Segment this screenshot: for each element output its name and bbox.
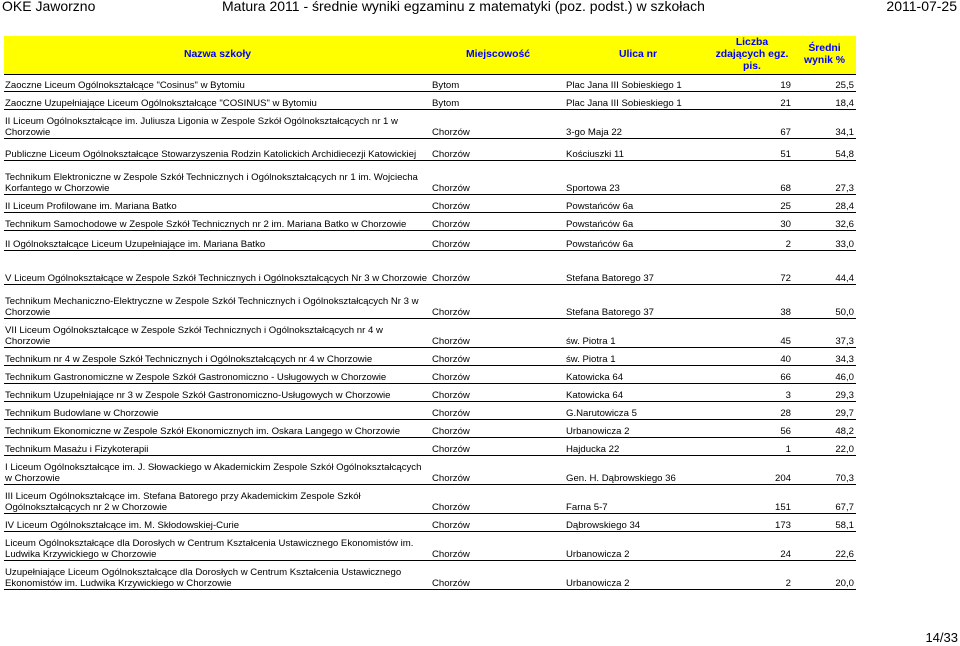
exam-count-cell: 67 <box>711 110 793 139</box>
city-cell: Chorzów <box>431 402 565 420</box>
exam-count-cell: 40 <box>711 348 793 366</box>
table-row <box>4 161 856 195</box>
col-header-school-name: Nazwa szkoły <box>4 36 431 75</box>
average-score-cell: 20,0 <box>793 561 856 590</box>
street-cell: G.Narutowicza 5 <box>565 402 711 420</box>
header-title: Matura 2011 - średnie wyniki egzaminu z matematyki (poz. podst.) w szkołach <box>222 0 705 14</box>
school-name-cell: II Liceum Ogólnokształcące im. Juliusza Ligonia w Zespole Szkół Ogólnokształcących nr 1 w Chorzowie <box>4 110 431 139</box>
exam-count-cell: 21 <box>711 92 793 110</box>
city-cell: Chorzów <box>431 319 565 348</box>
average-score-cell: 29,3 <box>793 384 856 402</box>
school-name-cell: Technikum Masażu i Fizykoterapii <box>4 438 431 456</box>
table-row <box>4 456 856 485</box>
average-score-cell: 29,7 <box>793 402 856 420</box>
col-header-exam-count: Liczba zdających egz. pis. <box>711 36 793 75</box>
table-row <box>4 366 856 384</box>
page-number: 14/33 <box>925 630 958 645</box>
exam-count-cell: 204 <box>711 456 793 485</box>
school-name-cell: II Ogólnokształcące Liceum Uzupełniające im. Mariana Batko <box>4 231 431 251</box>
city-cell: Chorzów <box>431 213 565 231</box>
exam-count-cell: 2 <box>711 231 793 251</box>
street-cell: Plac Jana III Sobieskiego 1 <box>565 92 711 110</box>
street-cell: Gen. H. Dąbrowskiego 36 <box>565 456 711 485</box>
col-header-average-score: Średni wynik % <box>793 36 856 75</box>
street-cell: 3-go Maja 22 <box>565 110 711 139</box>
city-cell: Chorzów <box>431 285 565 319</box>
exam-count-cell: 45 <box>711 319 793 348</box>
table-row <box>4 213 856 231</box>
exam-count-cell: 38 <box>711 285 793 319</box>
city-cell: Chorzów <box>431 195 565 213</box>
school-name-cell: Technikum Uzupełniające nr 3 w Zespole Szkół Gastronomiczno-Usługowych w Chorzowie <box>4 384 431 402</box>
school-name-cell: Technikum Elektroniczne w Zespole Szkół Technicznych i Ogólnokształcących nr 1 im. Wojciecha Korfantego w Chorzowie <box>4 161 431 195</box>
street-cell: Sportowa 23 <box>565 161 711 195</box>
exam-count-cell: 2 <box>711 561 793 590</box>
exam-count-cell: 173 <box>711 514 793 532</box>
school-name-cell: II Liceum Profilowane im. Mariana Batko <box>4 195 431 213</box>
street-cell: Powstańców 6a <box>565 231 711 251</box>
exam-count-cell: 25 <box>711 195 793 213</box>
col-header-street: Ulica nr <box>565 36 711 75</box>
table-row <box>4 319 856 348</box>
table-row <box>4 532 856 561</box>
city-cell: Chorzów <box>431 532 565 561</box>
street-cell: Katowicka 64 <box>565 366 711 384</box>
city-cell: Chorzów <box>431 420 565 438</box>
school-name-cell: Uzupełniające Liceum Ogólnokształcące dla Dorosłych w Centrum Kształcenia Ustawicznego Ekonomistów im. Ludwika Krzywickiego w Chorzowie <box>4 561 431 590</box>
table-row <box>4 438 856 456</box>
city-cell: Chorzów <box>431 485 565 514</box>
average-score-cell: 50,0 <box>793 285 856 319</box>
average-score-cell: 37,3 <box>793 319 856 348</box>
table-row <box>4 402 856 420</box>
table-row <box>4 92 856 110</box>
average-score-cell: 28,4 <box>793 195 856 213</box>
street-cell: Stefana Batorego 37 <box>565 285 711 319</box>
table-row <box>4 348 856 366</box>
street-cell: Hajducka 22 <box>565 438 711 456</box>
school-name-cell: V Liceum Ogólnokształcące w Zespole Szkół Technicznych i Ogólnokształcących Nr 3 w Chorzowie <box>4 251 431 285</box>
average-score-cell: 34,3 <box>793 348 856 366</box>
average-score-cell: 67,7 <box>793 485 856 514</box>
city-cell: Chorzów <box>431 438 565 456</box>
table-row <box>4 75 856 92</box>
city-cell: Chorzów <box>431 456 565 485</box>
school-name-cell: Technikum Mechaniczno-Elektryczne w Zespole Szkół Technicznych i Ogólnokształcących Nr 3 w Chorzowie <box>4 285 431 319</box>
header-organization: OKE Jaworzno <box>2 0 96 14</box>
street-cell: Urbanowicza 2 <box>565 561 711 590</box>
exam-count-cell: 51 <box>711 139 793 161</box>
table-row <box>4 384 856 402</box>
school-name-cell: Technikum nr 4 w Zespole Szkół Technicznych i Ogólnokształcących nr 4 w Chorzowie <box>4 348 431 366</box>
table-row <box>4 139 856 161</box>
average-score-cell: 27,3 <box>793 161 856 195</box>
city-cell: Chorzów <box>431 348 565 366</box>
exam-count-cell: 1 <box>711 438 793 456</box>
average-score-cell: 48,2 <box>793 420 856 438</box>
school-name-cell: Zaoczne Liceum Ogólnokształcące "Cosinus" w Bytomiu <box>4 75 431 92</box>
exam-count-cell: 72 <box>711 251 793 285</box>
average-score-cell: 58,1 <box>793 514 856 532</box>
table-row <box>4 561 856 590</box>
school-name-cell: Zaoczne Uzupełniające Liceum Ogólnokształcące "COSINUS" w Bytomiu <box>4 92 431 110</box>
street-cell: Kościuszki 11 <box>565 139 711 161</box>
average-score-cell: 25,5 <box>793 75 856 92</box>
school-name-cell: Liceum Ogólnokształcące dla Dorosłych w Centrum Kształcenia Ustawicznego Ekonomistów im. Ludwika Krzywickiego w Chorzowie <box>4 532 431 561</box>
school-name-cell: Technikum Ekonomiczne w Zespole Szkół Ekonomicznych im. Oskara Langego w Chorzowie <box>4 420 431 438</box>
street-cell: Plac Jana III Sobieskiego 1 <box>565 75 711 92</box>
average-score-cell: 34,1 <box>793 110 856 139</box>
school-name-cell: VII Liceum Ogólnokształcące w Zespole Szkół Technicznych i Ogólnokształcących nr 4 w Chorzowie <box>4 319 431 348</box>
average-score-cell: 44,4 <box>793 251 856 285</box>
street-cell: Urbanowicza 2 <box>565 420 711 438</box>
exam-count-cell: 19 <box>711 75 793 92</box>
table-row <box>4 285 856 319</box>
average-score-cell: 33,0 <box>793 231 856 251</box>
street-cell: Farna 5-7 <box>565 485 711 514</box>
city-cell: Chorzów <box>431 139 565 161</box>
school-name-cell: I Liceum Ogólnokształcące im. J. Słowackiego w Akademickim Zespole Szkół Ogólnokształcących w Chorzowie <box>4 456 431 485</box>
table-row <box>4 514 856 532</box>
header-date: 2011-07-25 <box>886 0 957 14</box>
exam-count-cell: 151 <box>711 485 793 514</box>
school-name-cell: IV Liceum Ogólnokształcące im. M. Skłodowskiej-Curie <box>4 514 431 532</box>
street-cell: Urbanowicza 2 <box>565 532 711 561</box>
table-body <box>4 75 856 590</box>
city-cell: Chorzów <box>431 561 565 590</box>
table-row <box>4 231 856 251</box>
average-score-cell: 70,3 <box>793 456 856 485</box>
street-cell: Stefana Batorego 37 <box>565 251 711 285</box>
table-row <box>4 251 856 285</box>
average-score-cell: 32,6 <box>793 213 856 231</box>
school-name-cell: Publiczne Liceum Ogólnokształcące Stowarzyszenia Rodzin Katolickich Archidiecezji Katowickiej <box>4 139 431 161</box>
average-score-cell: 22,0 <box>793 438 856 456</box>
school-name-cell: Technikum Samochodowe w Zespole Szkół Technicznych nr 2 im. Mariana Batko w Chorzowie <box>4 213 431 231</box>
exam-count-cell: 28 <box>711 402 793 420</box>
city-cell: Chorzów <box>431 514 565 532</box>
city-cell: Chorzów <box>431 161 565 195</box>
city-cell: Bytom <box>431 75 565 92</box>
average-score-cell: 22,6 <box>793 532 856 561</box>
street-cell: św. Piotra 1 <box>565 319 711 348</box>
city-cell: Chorzów <box>431 384 565 402</box>
city-cell: Chorzów <box>431 251 565 285</box>
city-cell: Chorzów <box>431 366 565 384</box>
table-row <box>4 420 856 438</box>
street-cell: św. Piotra 1 <box>565 348 711 366</box>
results-table <box>4 36 856 590</box>
street-cell: Dąbrowskiego 34 <box>565 514 711 532</box>
average-score-cell: 54,8 <box>793 139 856 161</box>
street-cell: Powstańców 6a <box>565 195 711 213</box>
average-score-cell: 18,4 <box>793 92 856 110</box>
col-header-city: Miejscowość <box>431 36 565 75</box>
school-name-cell: Technikum Budowlane w Chorzowie <box>4 402 431 420</box>
page-header <box>0 0 960 16</box>
exam-count-cell: 66 <box>711 366 793 384</box>
school-name-cell: Technikum Gastronomiczne w Zespole Szkół Gastronomiczno - Usługowych w Chorzowie <box>4 366 431 384</box>
exam-count-cell: 24 <box>711 532 793 561</box>
exam-count-cell: 30 <box>711 213 793 231</box>
school-name-cell: III Liceum Ogólnokształcące im. Stefana Batorego przy Akademickim Zespole Szkół Ogólnokształcących nr 2 w Chorzowie <box>4 485 431 514</box>
table-row <box>4 195 856 213</box>
average-score-cell: 46,0 <box>793 366 856 384</box>
city-cell: Chorzów <box>431 110 565 139</box>
exam-count-cell: 3 <box>711 384 793 402</box>
street-cell: Powstańców 6a <box>565 213 711 231</box>
table-header-row <box>4 36 856 75</box>
city-cell: Bytom <box>431 92 565 110</box>
exam-count-cell: 56 <box>711 420 793 438</box>
table-row <box>4 110 856 139</box>
city-cell: Chorzów <box>431 231 565 251</box>
street-cell: Katowicka 64 <box>565 384 711 402</box>
table-row <box>4 485 856 514</box>
exam-count-cell: 68 <box>711 161 793 195</box>
